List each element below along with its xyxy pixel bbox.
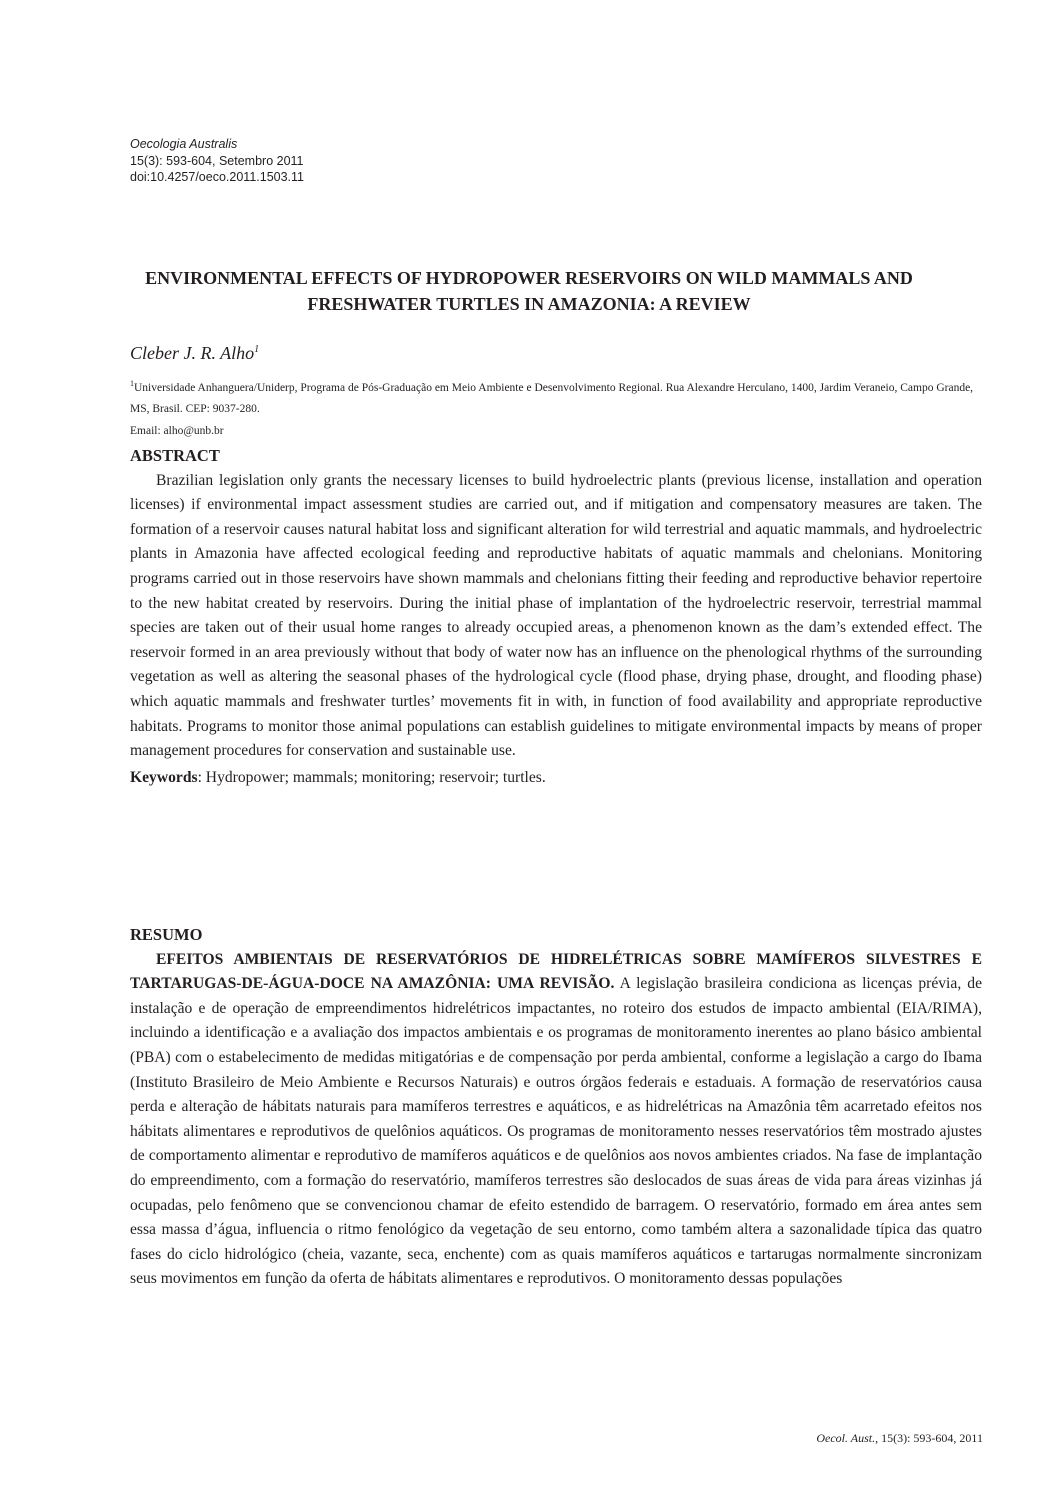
affiliation xyxy=(130,373,982,442)
keywords-list: : Hydropower; mammals; monitoring; reservoir; turtles. xyxy=(197,768,546,786)
journal-doi: doi:10.4257/oeco.2011.1503.11 xyxy=(130,170,304,184)
journal-volume: 15(3): 593-604, Setembro 2011 xyxy=(130,153,304,168)
resumo-title: EFEITOS AMBIENTAIS DE RESERVATÓRIOS DE HIDRELÉTRICAS SOBRE MAMÍFEROS SILVESTRES E TARTARUGAS-DE-ÁGUA-DOCE NA AMAZÔNIA: UMA REVISÃO. xyxy=(130,950,982,993)
author-name: Cleber J. R. Alho xyxy=(130,343,255,363)
journal-name: Oecologia Australis xyxy=(130,137,238,151)
resumo-text: A legislação brasileira condiciona as licenças prévia, de instalação e de operação de empreendimentos hidrelétricos impactantes, no roteiro dos estudos de impacto ambiental (EIA/RIMA), incluindo a identificação e a avaliação dos impactos ambientais e os programas de monitoramento inerentes ao plano básico ambiental (PBA) com o estabelecimento de medidas mitigatórias e de compensação por perda ambiental, conforme a legislação a cargo do Ibama (Instituto Brasileiro de Meio Ambiente e Recursos Naturais) e outros órgãos federais e estaduais. A formação de reservatórios causa perda e alteração de hábitats naturais para mamíferos terrestres e aquáticos, e as hidrelétricas na Amazônia têm acarretado efeitos nos hábitats alimentares e reprodutivos de quelônios aquáticos. Os programas de monitoramento nesses reservatórios têm mostrado ajustes de comportamento alimentar e reprodutivo de mamíferos aquáticos e de quelônios aos novos ambientes criados. Na fase de implantação do empreendimento, com a formação do reservatório, mamíferos terrestres são deslocados de suas áreas de vida para áreas vizinhas já ocupadas, pelo fenômeno que se convencionou chamar de efeito estendido de barragem. O reservatório, formado em área antes sem essa massa d’água, influencia o ritmo fenológico da vegetação de seu entorno, como também altera a sazonalidade típica das quatro fases do ciclo hidrológico (cheia, vazante, seca, enchente) com as quais mamíferos aquáticos e tartarugas normalmente sincronizam seus movimentos em função da oferta de hábitats alimentares e reprodutivos. O monitoramento dessas populações xyxy=(130,975,982,1288)
affiliation-text: Universidade Anhanguera/Uniderp, Programa de Pós-Graduação em Meio Ambiente e Desenvolvimento Regional. Rua Alexandre Herculano, 1400, Jardim Veraneio, Campo Grande, MS, Brasil. CEP: 9037-280. xyxy=(130,381,974,416)
page-footer xyxy=(700,1431,983,1446)
abstract-heading: ABSTRACT xyxy=(130,446,220,465)
affiliation-mark: 1 xyxy=(130,379,134,388)
journal-header xyxy=(130,136,304,186)
abstract-text: Brazilian legislation only grants the necessary licenses to build hydroelectric plants (previous license, installation and operation licenses) if environmental impact assessment studies are carried out, and if mitigation and compensatory measures are taken. The formation of a reservoir causes natural habitat loss and significant alteration for wild terrestrial and aquatic mammals, and hydroelectric plants in Amazonia have affected ecological feeding and reproductive habitats of aquatic mammals and chelonians. Monitoring programs carried out in those reservoirs have shown mammals and chelonians fitting their feeding and reproductive behavior repertoire to the new habitat created by reservoirs. During the initial phase of implantation of the hydroelectric reservoir, terrestrial mammal species are taken out of their usual home ranges to already occupied areas, a phenomenon known as the dam’s extended effect. The reservoir formed in an area previously without that body of water now has an influence on the phenological rhythms of the surrounding vegetation as well as altering the seasonal phases of the hydrological cycle (flood phase, drying phase, drought, and flooding phase) which aquatic mammals and freshwater turtles’ movements fit in with, in function of food availability and appropriate reproductive habitats. Programs to monitor those animal populations can establish guidelines to mitigate environmental impacts by means of proper management procedures for conservation and sustainable use. xyxy=(130,471,982,760)
footer-citation: , 15(3): 593-604, 2011 xyxy=(875,1431,983,1445)
footer-journal: Oecol. Aust. xyxy=(816,1431,876,1445)
resumo-section xyxy=(130,923,982,1292)
author-affiliation-mark: 1 xyxy=(254,344,260,355)
keywords-label: Keywords xyxy=(130,768,198,786)
keywords xyxy=(130,766,982,791)
resumo-heading: RESUMO xyxy=(130,925,203,944)
author xyxy=(130,343,259,364)
abstract-section xyxy=(130,444,982,790)
resumo-paragraph xyxy=(130,948,982,1292)
author-email: Email: alho@unb.br xyxy=(130,424,224,437)
article-title: ENVIRONMENTAL EFFECTS OF HYDROPOWER RESERVOIRS ON WILD MAMMALS AND FRESHWATER TURTLES IN AMAZONIA: A REVIEW xyxy=(145,268,913,314)
